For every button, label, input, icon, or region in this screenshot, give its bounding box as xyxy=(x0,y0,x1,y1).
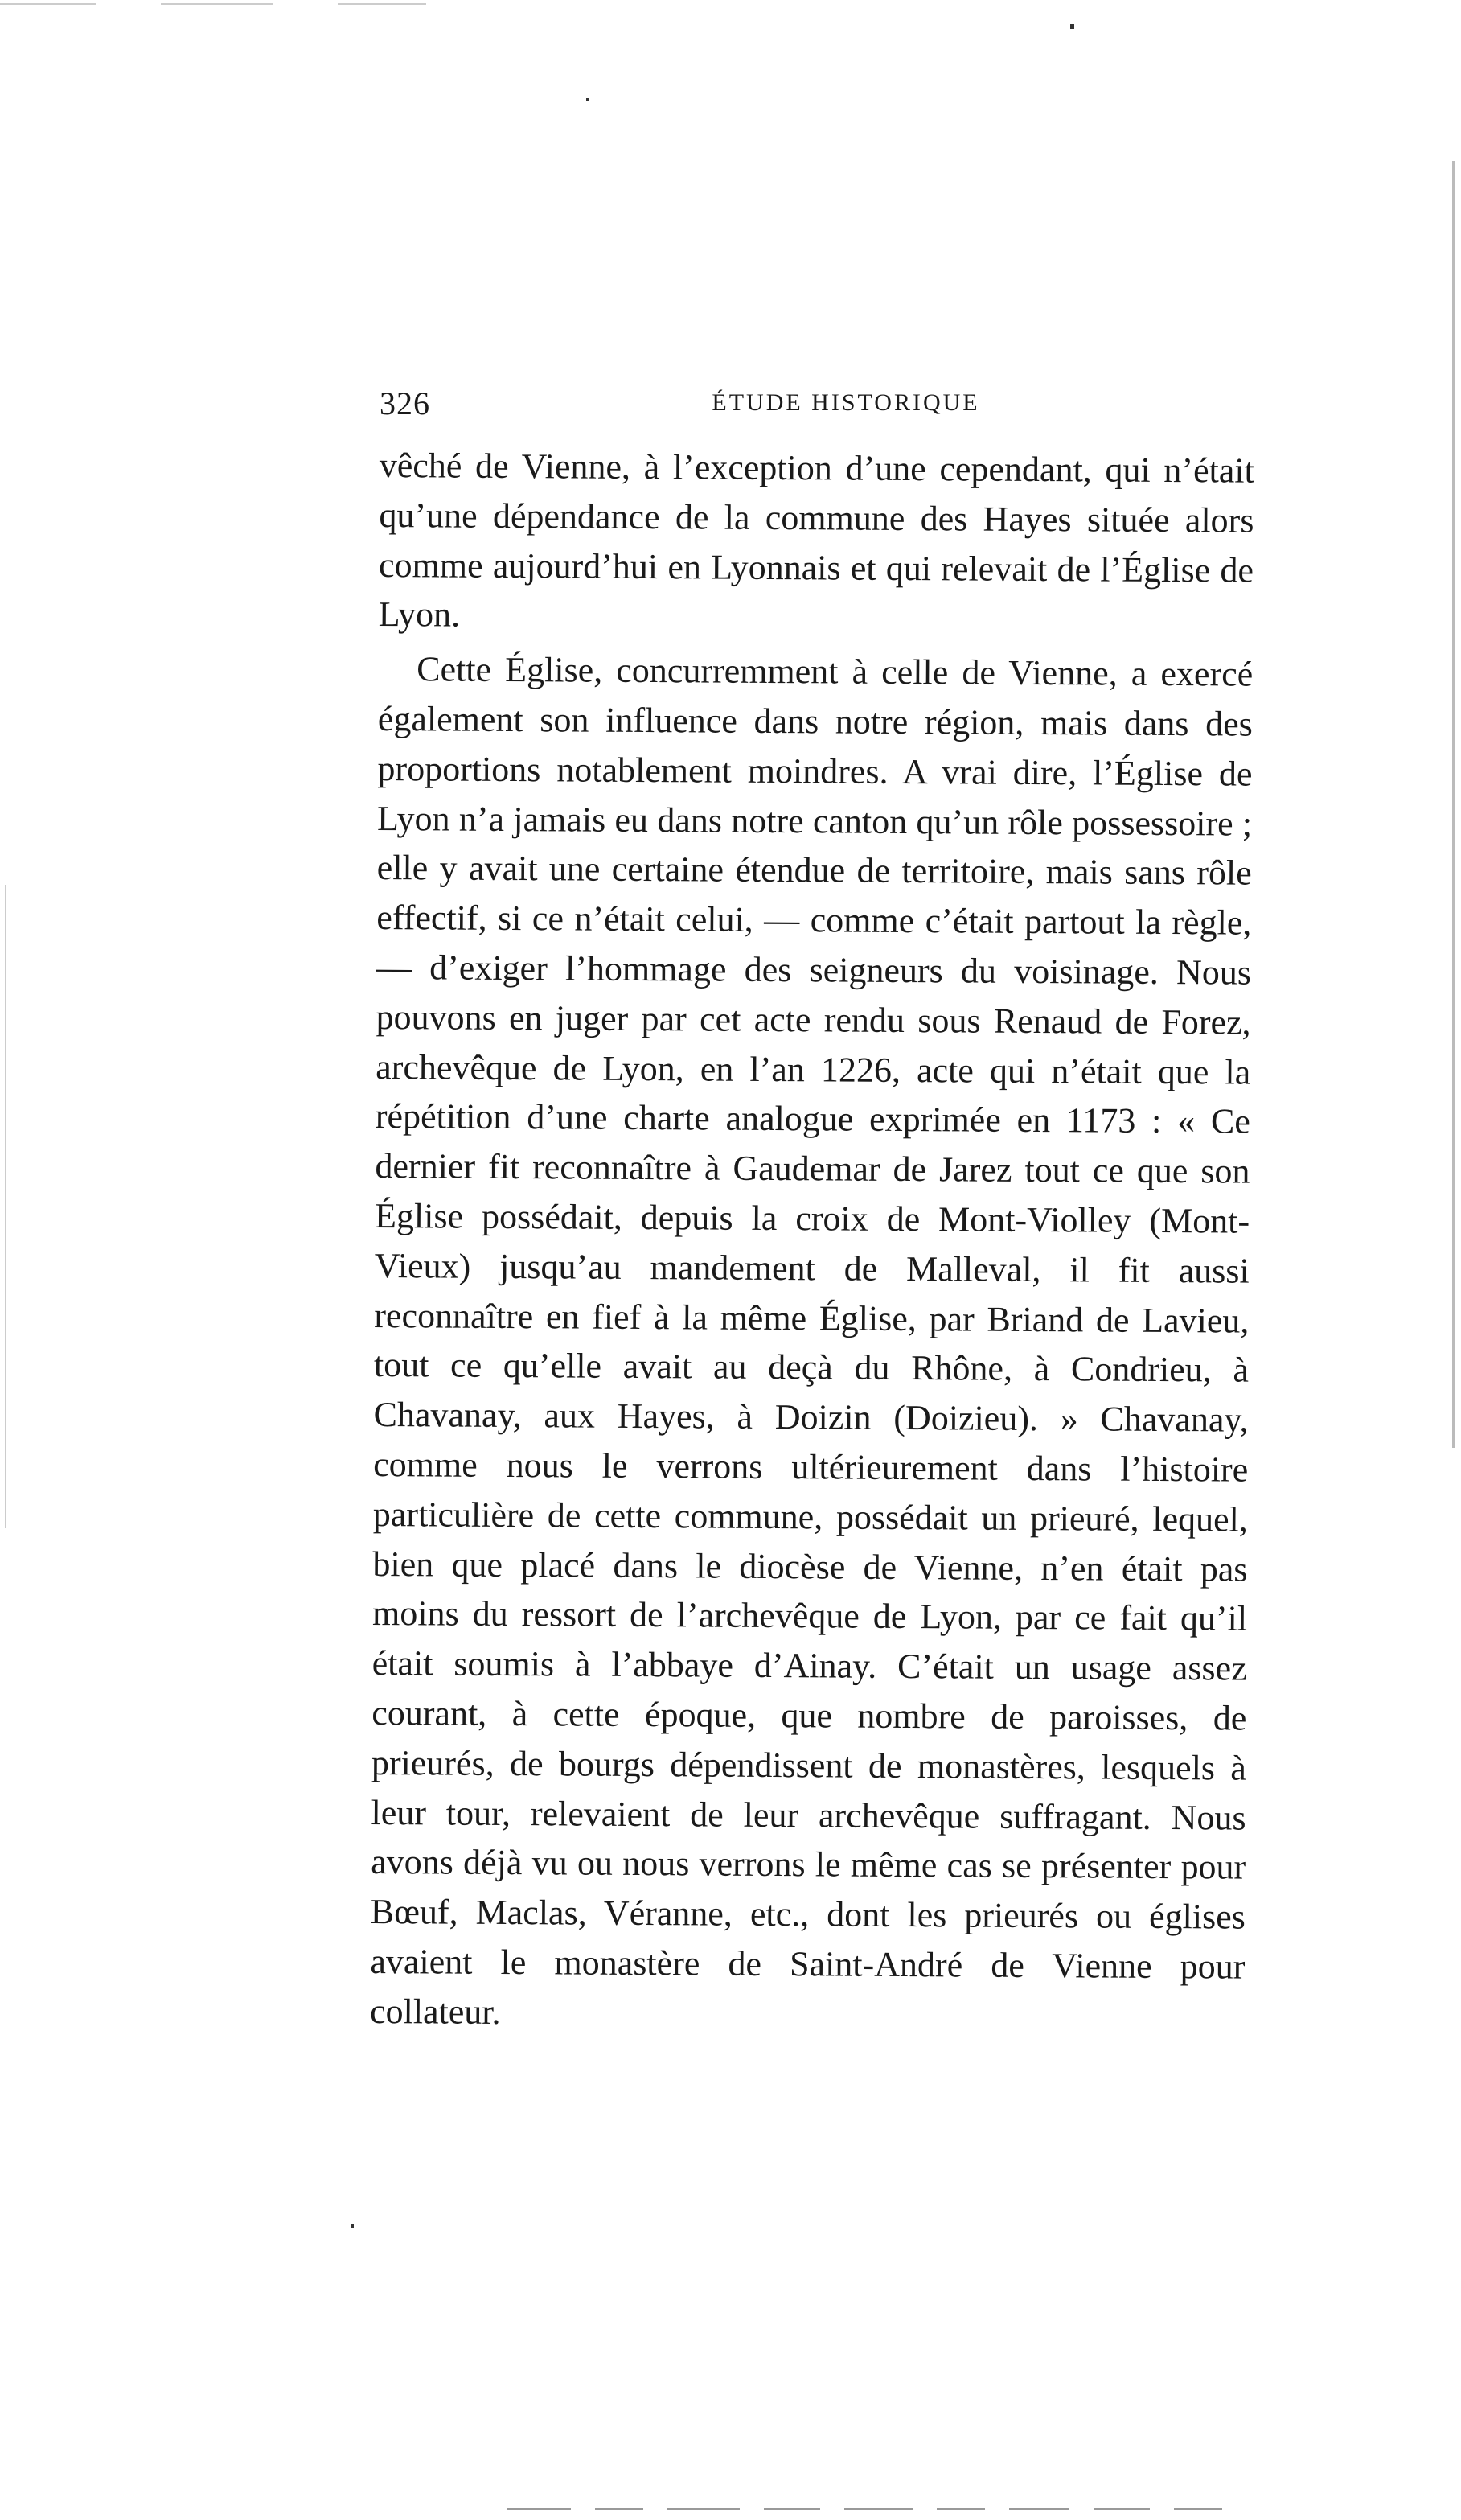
bottom-edge-dash xyxy=(1009,2508,1069,2510)
scan-speck xyxy=(1070,24,1074,29)
paragraph: vêché de Vienne, à l’exception d’une cependant, qui n’était qu’une dépendance de la commune des Hayes située alors comme aujourd’hui en Lyonnais et qui relevait de l’Église de Lyon. xyxy=(378,445,1254,635)
body-text xyxy=(370,441,1254,2041)
bottom-edge-dash xyxy=(507,2508,571,2510)
bottom-edge-dash xyxy=(764,2508,820,2510)
running-title: ÉTUDE HISTORIQUE xyxy=(712,389,980,416)
bottom-edge-dash xyxy=(667,2508,740,2510)
scan-speck xyxy=(351,2224,354,2228)
top-edge-dash xyxy=(0,3,96,5)
top-edge-dash xyxy=(338,3,426,5)
bottom-edge-dash xyxy=(937,2508,985,2510)
scan-speck xyxy=(586,98,589,101)
margin-artifact-line xyxy=(5,885,6,1528)
page-number: 326 xyxy=(380,385,430,421)
bottom-edge-dash xyxy=(1174,2508,1222,2510)
top-edge-dash xyxy=(161,3,273,5)
bottom-edge-dash xyxy=(844,2508,913,2510)
page-header xyxy=(380,384,1240,433)
bottom-edge-dash xyxy=(1094,2508,1150,2510)
paragraph: Cette Église, concurremment à celle de Vienne, a exercé également son influence dans notre région, mais dans des proportions notablement moindres. A vrai dire, l’Église de Lyon n’a jamais eu dans notre canton qu’un rôle possessoire ; elle y avait une certaine étendue de territoire, mais sans rôle effectif, si ce n’était celui, — comme c’était partout la règle, — d’exiger l’hommage des seigneurs du voisinage. Nous pouvons en juger par cet acte rendu sous Renaud de Forez, archevêque de Lyon, en l’an 1226, acte qui n’était que la répétition d’une charte analogue exprimée en 1173 : « Ce dernier fit reconnaître à Gaudemar de Jarez tout ce que son Église possédait, depuis la croix de Mont-Violley (Mont-Vieux) jusqu’au mandement de Malleval, il fit aussi reconnaître en fief à la même Église, par Briand de Lavieu, tout ce qu’elle avait au deçà du Rhône, à Condrieu, à Chavanay, aux Hayes, à Doizin (Doizieu). » Chavanay, comme nous le verrons ultérieurement dans l’histoire particulière de cette commune, possédait un prieuré, lequel, bien que placé dans le diocèse de Vienne, n’en était pas moins du ressort de l’archevêque de Lyon, par ce fait qu’il était soumis à l’abbaye d’Ainay. C’était un usage assez courant, à cette époque, que nombre de paroisses, de prieurés, de bourgs dépendissent de monastères, lesquels à leur tour, relevaient de leur archevêque suffragant. Nous avons déjà vu ou nous verrons le même cas se présenter pour Bœuf, Maclas, Véranne, etc., dont les prieurés ou églises avaient le monastère de Saint-André de Vienne pour collateur. xyxy=(369,649,1254,2032)
margin-artifact-line xyxy=(1452,161,1455,1448)
bottom-edge-dash xyxy=(595,2508,643,2510)
